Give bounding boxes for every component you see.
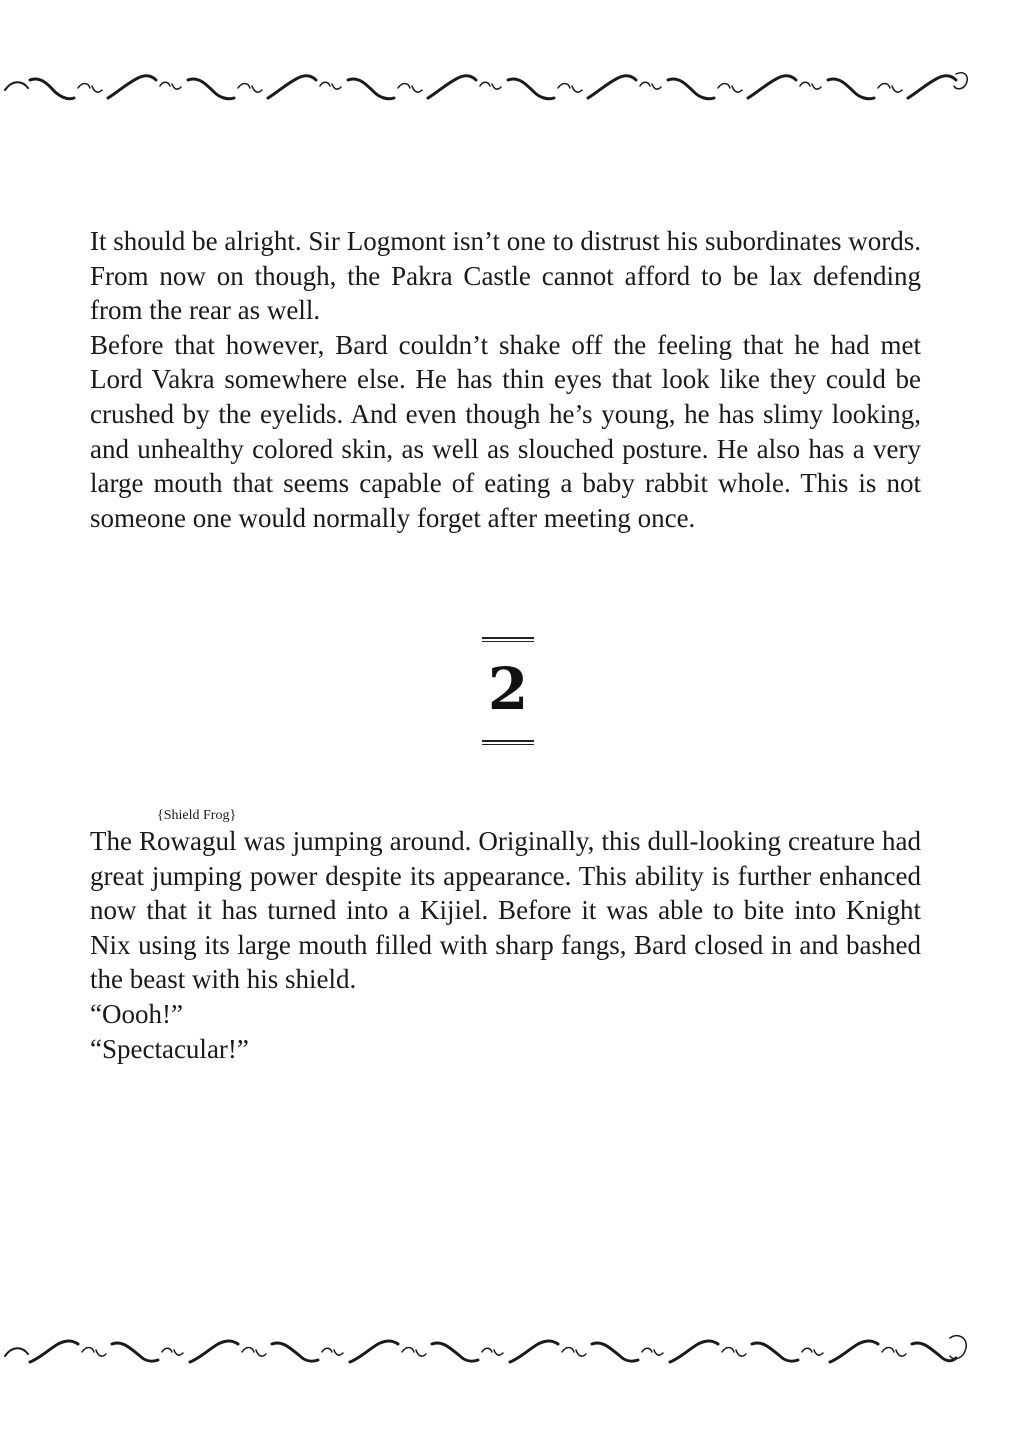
paragraph: It should be alright. Sir Logmont isn’t one to distrust his subordinates words. From now on though, the Pakra Castle cannot afford to be lax defending from the rear as well. xyxy=(90,226,921,326)
lower-double-rule xyxy=(482,740,534,745)
upper-double-rule xyxy=(482,637,534,642)
section-number-marker xyxy=(480,637,536,749)
bottom-ornament-border xyxy=(0,1322,1011,1382)
top-ornament-border xyxy=(0,62,1011,122)
section-two-text xyxy=(90,824,921,1066)
dialogue-line: “Spectacular!” xyxy=(90,1033,249,1064)
paragraph: The Rowagul was jumping around. Originally, this dull-looking creature had great jumping power despite its appearance. This ability is further enhanced now that it has turned into a Kijiel. Before it was able to bite into Knight Nix using its large mouth filled with sharp fangs, Bard closed in and bashed the beast with his shield. xyxy=(90,826,921,995)
section-one-text xyxy=(90,224,921,535)
section-number: 2 xyxy=(487,655,529,723)
ruby-annotation: {Shield Frog} xyxy=(157,808,237,823)
paragraph: Before that however, Bard couldn’t shake off the feeling that he had met Lord Vakra somewhere else. He has thin eyes that look like they could be crushed by the eyelids. And even though he’s young, he has slimy looking, and unhealthy colored skin, as well as slouched posture. He also has a very large mouth that seems capable of eating a baby rabbit whole. This is not someone one would normally forget after meeting once. xyxy=(90,329,921,533)
dialogue-line: “Oooh!” xyxy=(90,998,183,1029)
